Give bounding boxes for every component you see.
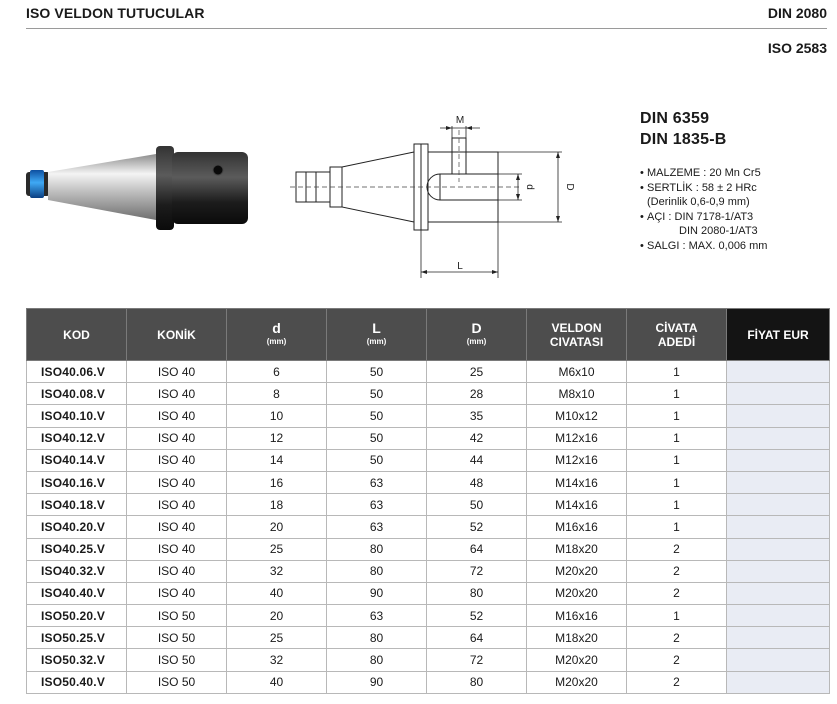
cell-kod: ISO40.08.V bbox=[27, 383, 127, 405]
cell-big-d: 42 bbox=[427, 427, 527, 449]
column-header-konik: KONİK bbox=[127, 309, 227, 361]
cell-l: 63 bbox=[327, 471, 427, 493]
cell-d: 25 bbox=[227, 538, 327, 560]
cell-adet: 2 bbox=[627, 671, 727, 693]
cell-d: 20 bbox=[227, 605, 327, 627]
cell-big-d: 64 bbox=[427, 538, 527, 560]
cell-veldon: M12x16 bbox=[527, 449, 627, 471]
spec-title-1: DIN 6359 bbox=[640, 110, 710, 127]
spec-title-2: DIN 1835-B bbox=[640, 131, 727, 148]
cell-veldon: M20x20 bbox=[527, 560, 627, 582]
cell-konik: ISO 40 bbox=[127, 383, 227, 405]
cell-fiyat bbox=[727, 516, 830, 538]
cell-veldon: M20x20 bbox=[527, 582, 627, 604]
cell-d: 16 bbox=[227, 471, 327, 493]
cell-konik: ISO 50 bbox=[127, 649, 227, 671]
table-row bbox=[27, 405, 830, 427]
cell-konik: ISO 40 bbox=[127, 516, 227, 538]
spec-line: DIN 2080-1/AT3 bbox=[679, 225, 758, 237]
cell-big-d: 25 bbox=[427, 361, 527, 383]
cell-konik: ISO 50 bbox=[127, 671, 227, 693]
cell-kod: ISO40.10.V bbox=[27, 405, 127, 427]
cell-veldon: M14x16 bbox=[527, 494, 627, 516]
cell-konik: ISO 50 bbox=[127, 605, 227, 627]
table-row bbox=[27, 538, 830, 560]
column-header-civata: CİVATA ADEDİ bbox=[627, 309, 727, 361]
cell-adet: 2 bbox=[627, 560, 727, 582]
cell-kod: ISO40.16.V bbox=[27, 471, 127, 493]
spec-line: • SERTLİK : 58 ± 2 HRc bbox=[640, 181, 757, 194]
cell-fiyat bbox=[727, 405, 830, 427]
cell-big-d: 52 bbox=[427, 605, 527, 627]
cell-konik: ISO 40 bbox=[127, 560, 227, 582]
spec-block bbox=[640, 108, 767, 253]
cell-konik: ISO 40 bbox=[127, 538, 227, 560]
cell-veldon: M18x20 bbox=[527, 538, 627, 560]
cell-adet: 1 bbox=[627, 494, 727, 516]
cell-l: 80 bbox=[327, 649, 427, 671]
page-title: ISO VELDON TUTUCULAR bbox=[26, 5, 205, 21]
cell-big-d: 44 bbox=[427, 449, 527, 471]
table-row bbox=[27, 471, 830, 493]
cell-d: 8 bbox=[227, 383, 327, 405]
spec-line: • SALGI : MAX. 0,006 mm bbox=[640, 239, 768, 252]
cell-big-d: 80 bbox=[427, 582, 527, 604]
standard-code: DIN 2080 bbox=[767, 5, 827, 21]
cell-adet: 2 bbox=[627, 649, 727, 671]
cell-fiyat bbox=[727, 627, 830, 649]
cell-fiyat bbox=[727, 449, 830, 471]
table-row bbox=[27, 427, 830, 449]
cell-adet: 1 bbox=[627, 405, 727, 427]
cell-kod: ISO50.32.V bbox=[27, 649, 127, 671]
table-header-row bbox=[27, 309, 830, 361]
standard-sub-code: ISO 2583 bbox=[767, 40, 827, 56]
cell-fiyat bbox=[727, 649, 830, 671]
column-header-d: d (mm) bbox=[227, 309, 327, 361]
dimension-label-l: L bbox=[457, 261, 463, 272]
cell-kod: ISO40.06.V bbox=[27, 361, 127, 383]
cell-l: 63 bbox=[327, 494, 427, 516]
header-divider bbox=[26, 28, 827, 29]
cell-kod: ISO40.14.V bbox=[27, 449, 127, 471]
cell-konik: ISO 40 bbox=[127, 449, 227, 471]
table-row bbox=[27, 627, 830, 649]
cell-kod: ISO40.25.V bbox=[27, 538, 127, 560]
cell-adet: 1 bbox=[627, 605, 727, 627]
cell-fiyat bbox=[727, 383, 830, 405]
tool-holder-photo bbox=[20, 138, 260, 238]
cell-veldon: M20x20 bbox=[527, 671, 627, 693]
table-row bbox=[27, 671, 830, 693]
cell-adet: 2 bbox=[627, 582, 727, 604]
cell-fiyat bbox=[727, 361, 830, 383]
cell-adet: 1 bbox=[627, 449, 727, 471]
table-row bbox=[27, 361, 830, 383]
column-header-veldon: VELDON CIVATASI bbox=[527, 309, 627, 361]
cell-kod: ISO40.20.V bbox=[27, 516, 127, 538]
cell-big-d: 28 bbox=[427, 383, 527, 405]
table-row bbox=[27, 516, 830, 538]
cell-kod: ISO50.20.V bbox=[27, 605, 127, 627]
cell-kod: ISO40.12.V bbox=[27, 427, 127, 449]
cell-big-d: 64 bbox=[427, 627, 527, 649]
cell-fiyat bbox=[727, 471, 830, 493]
cell-veldon: M10x12 bbox=[527, 405, 627, 427]
cell-konik: ISO 40 bbox=[127, 405, 227, 427]
column-header-fiyat: FİYAT EUR bbox=[727, 309, 830, 361]
cell-kod: ISO50.40.V bbox=[27, 671, 127, 693]
cell-l: 80 bbox=[327, 560, 427, 582]
cell-fiyat bbox=[727, 427, 830, 449]
cell-d: 10 bbox=[227, 405, 327, 427]
cell-d: 40 bbox=[227, 582, 327, 604]
cell-d: 32 bbox=[227, 560, 327, 582]
table-row bbox=[27, 494, 830, 516]
cell-fiyat bbox=[727, 494, 830, 516]
spec-line: • MALZEME : 20 Mn Cr5 bbox=[640, 167, 761, 179]
table-body bbox=[27, 361, 830, 694]
column-header-big-d: D (mm) bbox=[427, 309, 527, 361]
cell-l: 50 bbox=[327, 427, 427, 449]
cell-l: 90 bbox=[327, 582, 427, 604]
cell-veldon: M16x16 bbox=[527, 605, 627, 627]
cell-l: 80 bbox=[327, 538, 427, 560]
technical-drawing bbox=[290, 112, 580, 282]
cell-fiyat bbox=[727, 582, 830, 604]
cell-d: 6 bbox=[227, 361, 327, 383]
cell-veldon: M16x16 bbox=[527, 516, 627, 538]
cell-konik: ISO 40 bbox=[127, 427, 227, 449]
cell-fiyat bbox=[727, 605, 830, 627]
cell-big-d: 50 bbox=[427, 494, 527, 516]
table-row bbox=[27, 582, 830, 604]
cell-adet: 1 bbox=[627, 427, 727, 449]
cell-adet: 2 bbox=[627, 538, 727, 560]
cell-veldon: M18x20 bbox=[527, 627, 627, 649]
column-header-l: L (mm) bbox=[327, 309, 427, 361]
cell-adet: 2 bbox=[627, 627, 727, 649]
cell-big-d: 72 bbox=[427, 560, 527, 582]
table-row bbox=[27, 649, 830, 671]
cell-l: 63 bbox=[327, 516, 427, 538]
cell-adet: 1 bbox=[627, 383, 727, 405]
cell-kod: ISO40.18.V bbox=[27, 494, 127, 516]
cell-konik: ISO 50 bbox=[127, 627, 227, 649]
spec-list bbox=[640, 166, 767, 253]
cell-veldon: M14x16 bbox=[527, 471, 627, 493]
cell-d: 40 bbox=[227, 671, 327, 693]
cell-kod: ISO50.25.V bbox=[27, 627, 127, 649]
cell-fiyat bbox=[727, 671, 830, 693]
column-header-kod: KOD bbox=[27, 309, 127, 361]
cell-fiyat bbox=[727, 538, 830, 560]
cell-l: 63 bbox=[327, 605, 427, 627]
cell-d: 14 bbox=[227, 449, 327, 471]
cell-kod: ISO40.32.V bbox=[27, 560, 127, 582]
cell-big-d: 48 bbox=[427, 471, 527, 493]
cell-big-d: 35 bbox=[427, 405, 527, 427]
cell-veldon: M12x16 bbox=[527, 427, 627, 449]
cell-fiyat bbox=[727, 560, 830, 582]
cell-adet: 1 bbox=[627, 471, 727, 493]
cell-d: 20 bbox=[227, 516, 327, 538]
cell-l: 50 bbox=[327, 405, 427, 427]
spec-line: • AÇI : DIN 7178-1/AT3 bbox=[640, 210, 754, 223]
cell-veldon: M6x10 bbox=[527, 361, 627, 383]
cell-adet: 1 bbox=[627, 361, 727, 383]
cell-konik: ISO 40 bbox=[127, 471, 227, 493]
spec-line: (Derinlik 0,6-0,9 mm) bbox=[647, 196, 750, 208]
cell-d: 18 bbox=[227, 494, 327, 516]
table-row bbox=[27, 605, 830, 627]
dimension-label-big-d: D bbox=[564, 183, 575, 191]
cell-konik: ISO 40 bbox=[127, 361, 227, 383]
cell-l: 90 bbox=[327, 671, 427, 693]
dimension-label-d: d bbox=[524, 184, 535, 190]
cell-big-d: 72 bbox=[427, 649, 527, 671]
cell-d: 25 bbox=[227, 627, 327, 649]
dimension-label-m: M bbox=[455, 115, 465, 126]
cell-adet: 1 bbox=[627, 516, 727, 538]
cell-d: 32 bbox=[227, 649, 327, 671]
price-table bbox=[26, 308, 830, 694]
cell-l: 50 bbox=[327, 361, 427, 383]
table-row bbox=[27, 449, 830, 471]
cell-kod: ISO40.40.V bbox=[27, 582, 127, 604]
cell-l: 50 bbox=[327, 383, 427, 405]
cell-big-d: 80 bbox=[427, 671, 527, 693]
cell-l: 50 bbox=[327, 449, 427, 471]
cell-d: 12 bbox=[227, 427, 327, 449]
table-row bbox=[27, 383, 830, 405]
cell-veldon: M20x20 bbox=[527, 649, 627, 671]
cell-konik: ISO 40 bbox=[127, 494, 227, 516]
cell-big-d: 52 bbox=[427, 516, 527, 538]
cell-l: 80 bbox=[327, 627, 427, 649]
cell-veldon: M8x10 bbox=[527, 383, 627, 405]
cell-konik: ISO 40 bbox=[127, 582, 227, 604]
table-row bbox=[27, 560, 830, 582]
